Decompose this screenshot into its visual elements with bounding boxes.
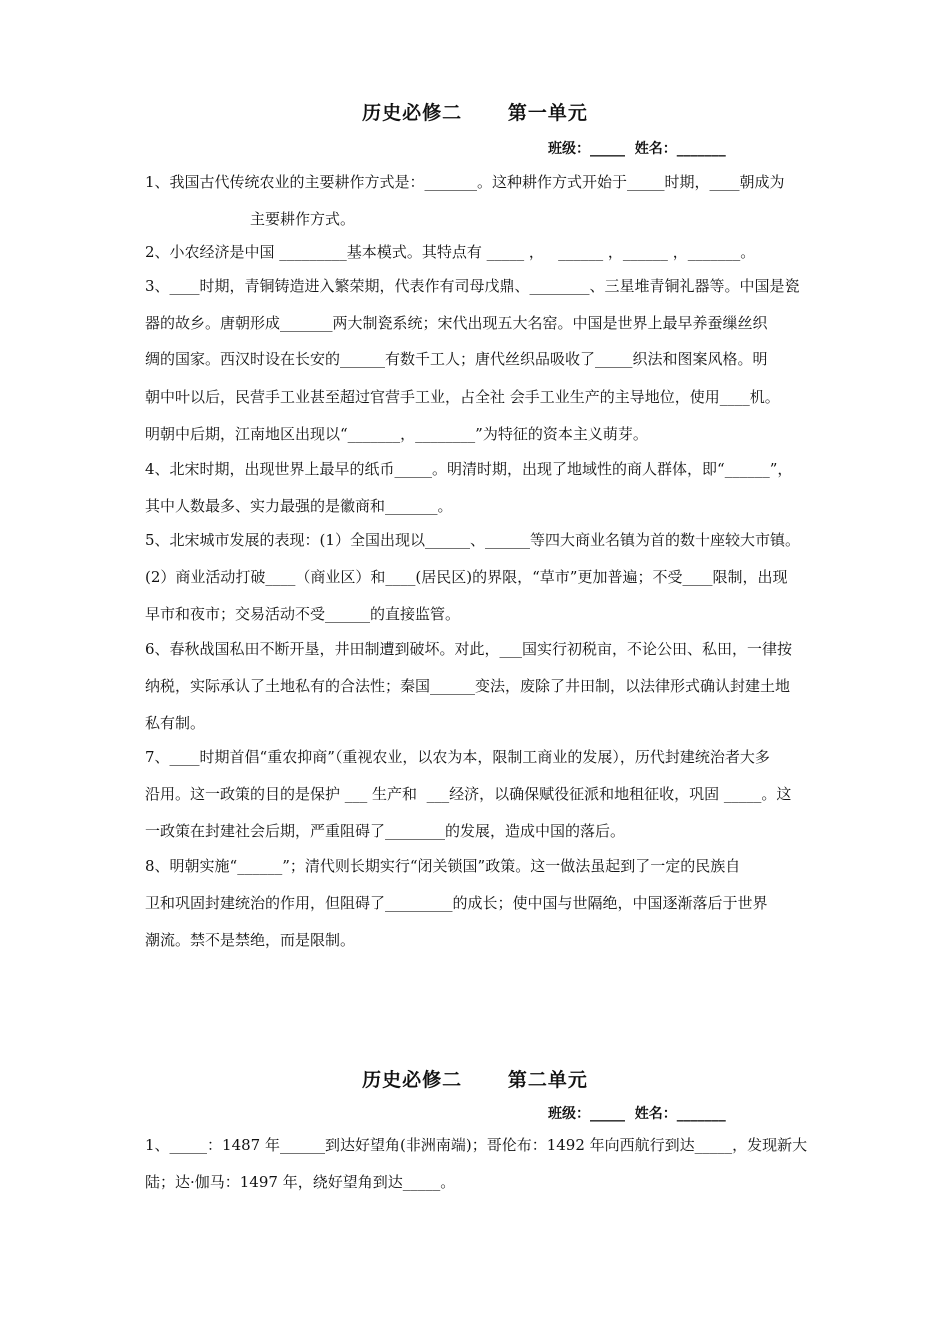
unit1-line-4: 3、____时期，青铜铸造进入繁荣期，代表作有司母戊鼎、________、三星堆青铜礼器等。中国是瓷 bbox=[145, 277, 800, 295]
unit1-line-13: 早市和夜市；交易活动不受______的直接监管。 bbox=[145, 605, 461, 623]
unit1-line-22: 潮流。禁不是禁绝，而是限制。 bbox=[145, 931, 356, 949]
unit1-line-20: 8、明朝实施“______”；清代则长期实行“闭关锁国”政策。这一做法虽起到了一定的民族自 bbox=[145, 857, 741, 875]
unit1-line-12: (2）商业活动打破____（商业区）和____(居民区)的界限，“草市”更加普遍；不受____限制，出现 bbox=[145, 568, 788, 586]
unit2-line-2: 陆；达·伽马：1497 年，绕好望角到达_____。 bbox=[145, 1173, 456, 1191]
unit1-line-18: 沿用。这一政策的目的是保护 ___ 生产和 ___经济，以确保赋役征派和地租征收，巩固 _____。这 bbox=[145, 785, 792, 803]
unit1-line-11: 5、北宋城市发展的表现：(1）全国出现以______、______等四大商业名镇为首的数十座较大市镇。 bbox=[145, 531, 800, 549]
unit1-class-name-line: 班级：_____ 姓名：_______ bbox=[548, 141, 726, 157]
unit1-line-14: 6、春秋战国私田不断开垦，井田制遭到破坏。对此，___国实行初税亩，不论公田、私田，一律按 bbox=[145, 640, 793, 658]
unit1-line-21: 卫和巩固封建统治的作用，但阻碍了_________的成长；使中国与世隔绝，中国逐渐落后于世界 bbox=[145, 894, 768, 912]
unit1-line-15: 纳税，实际承认了土地私有的合法性；秦国______变法，废除了井田制，以法律形式确认封建土地 bbox=[145, 677, 791, 695]
unit1-title: 历史必修二 第一单元 bbox=[362, 102, 588, 124]
unit1-line-2: 主要耕作方式。 bbox=[250, 210, 356, 228]
unit1-line-10: 其中人数最多、实力最强的是徽商和_______。 bbox=[145, 497, 453, 515]
unit1-line-17: 7、____时期首倡“重农抑商”（重视农业，以农为本，限制工商业的发展），历代封建统治者大多 bbox=[145, 748, 770, 766]
unit1-line-5: 器的故乡。唐朝形成_______两大制瓷系统；宋代出现五大名窑。中国是世界上最早养蚕缫丝织 bbox=[145, 314, 768, 332]
unit1-line-16: 私有制。 bbox=[145, 714, 206, 732]
unit1-line-8: 明朝中后期，江南地区出现以“_______，________”为特征的资本主义萌芽。 bbox=[145, 425, 648, 443]
unit2-line-1: 1、_____：1487 年______到达好望角(非洲南端)；哥伦布：1492 年向西航行到达_____，发现新大 bbox=[145, 1136, 808, 1154]
unit1-line-6: 绸的国家。西汉时设在长安的______有数千工人；唐代丝织品吸收了_____织法和图案风格。明 bbox=[145, 350, 768, 368]
unit1-line-19: 一政策在封建社会后期，严重阻碍了________的发展，造成中国的落后。 bbox=[145, 822, 626, 840]
unit1-line-9: 4、北宋时期，出现世界上最早的纸币_____。明清时期，出现了地域性的商人群体，即“______”， bbox=[145, 460, 793, 478]
unit1-line-7: 朝中叶以后，民营手工业甚至超过官营手工业，占全社 会手工业生产的主导地位，使用____机。 bbox=[145, 388, 780, 406]
unit2-title: 历史必修二 第二单元 bbox=[362, 1069, 588, 1091]
unit1-line-3: 2、小农经济是中国 _________基本模式。其特点有 _____ ， ______ ，______ ，_______。 bbox=[145, 243, 756, 261]
unit2-class-name-line: 班级：_____ 姓名：_______ bbox=[548, 1106, 726, 1122]
unit1-line-1: 1、我国古代传统农业的主要耕作方式是：_______。这种耕作方式开始于_____时期，____朝成为 bbox=[145, 173, 785, 191]
